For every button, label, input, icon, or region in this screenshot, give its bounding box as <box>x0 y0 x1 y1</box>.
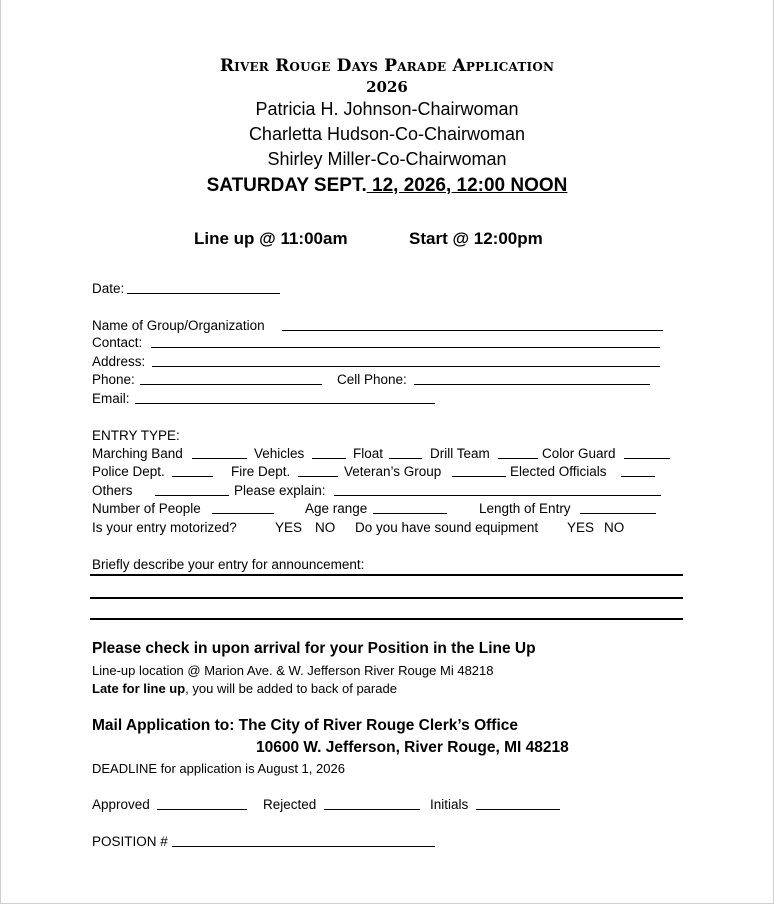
form-year: 2026 <box>366 78 408 96</box>
email-label: Email: <box>92 391 130 406</box>
late-notice-bold: Late for line up <box>92 681 186 696</box>
veterans-group-field[interactable] <box>452 463 506 477</box>
float-field[interactable] <box>389 445 422 459</box>
police-dept-label: Police Dept. <box>92 464 165 479</box>
rejected-field[interactable] <box>324 796 420 810</box>
describe-entry-label: Briefly describe your entry for announcement: <box>92 557 365 572</box>
drill-team-field[interactable] <box>498 445 538 459</box>
start-time: Start @ 12:00pm <box>409 229 543 248</box>
deadline: DEADLINE for application is August 1, 2026 <box>92 761 345 776</box>
marching-band-field[interactable] <box>192 445 247 459</box>
vehicles-field[interactable] <box>312 445 346 459</box>
describe-line-3[interactable] <box>90 618 683 620</box>
age-range-field[interactable] <box>373 500 447 514</box>
sound-no[interactable]: NO <box>604 520 625 535</box>
drill-team-label: Drill Team <box>430 446 490 461</box>
address-field[interactable] <box>152 353 660 367</box>
initials-field[interactable] <box>476 796 560 810</box>
date-label: Date: <box>92 281 125 296</box>
co-chairwoman-2: Shirley Miller-Co-Chairwoman <box>267 149 507 169</box>
float-label: Float <box>353 446 384 461</box>
cell-phone-label: Cell Phone: <box>337 372 407 387</box>
late-notice <box>92 681 397 696</box>
motorized-no[interactable]: NO <box>315 520 336 535</box>
sound-equipment-question: Do you have sound equipment <box>355 520 539 535</box>
number-of-people-field[interactable] <box>212 500 274 514</box>
elected-officials-field[interactable] <box>621 463 655 477</box>
length-of-entry-label: Length of Entry <box>479 501 571 516</box>
event-date <box>0 175 774 197</box>
co-chairwoman-1: Charletta Hudson-Co-Chairwoman <box>248 124 526 144</box>
elected-officials-label: Elected Officials <box>510 464 607 479</box>
fire-dept-field[interactable] <box>298 463 338 477</box>
color-guard-field[interactable] <box>624 445 670 459</box>
checkin-heading: Please check in upon arrival for your Position in the Line Up <box>92 640 536 657</box>
describe-line-1[interactable] <box>90 574 683 576</box>
color-guard-label: Color Guard <box>542 446 616 461</box>
motorized-yes[interactable]: YES <box>275 520 303 535</box>
vehicles-label: Vehicles <box>254 446 305 461</box>
approved-field[interactable] <box>157 796 247 810</box>
please-explain-label: Please explain: <box>234 483 326 498</box>
veterans-group-label: Veteran’s Group <box>344 464 442 479</box>
motorized-question: Is your entry motorized? <box>92 520 237 535</box>
group-label: Name of Group/Organization <box>92 318 265 333</box>
event-date-time: 12, 2026, 12:00 NOON <box>366 175 568 196</box>
age-range-label: Age range <box>305 501 368 516</box>
please-explain-field[interactable] <box>334 482 661 496</box>
contact-label: Contact: <box>92 335 143 350</box>
approved-label: Approved <box>92 797 150 812</box>
late-notice-rest: , you will be added to back of parade <box>185 681 397 696</box>
mail-address: 10600 W. Jefferson, River Rouge, MI 48218 <box>256 739 569 756</box>
contact-field[interactable] <box>151 334 660 348</box>
address-label: Address: <box>92 354 146 369</box>
fire-dept-label: Fire Dept. <box>231 464 291 479</box>
position-label: POSITION # <box>92 834 168 849</box>
rejected-label: Rejected <box>263 797 317 812</box>
others-label: Others <box>92 483 133 498</box>
group-field[interactable] <box>282 317 663 331</box>
lineup-location: Line-up location @ Marion Ave. & W. Jefferson River Rouge Mi 48218 <box>92 663 494 678</box>
form-title: River Rouge Days Parade Application <box>219 56 555 76</box>
sound-yes[interactable]: YES <box>567 520 595 535</box>
number-of-people-label: Number of People <box>92 501 201 516</box>
chairwoman: Patricia H. Johnson-Chairwoman <box>255 99 519 119</box>
email-field[interactable] <box>135 390 435 404</box>
initials-label: Initials <box>430 797 469 812</box>
date-field[interactable] <box>127 280 280 294</box>
entry-type-label: ENTRY TYPE: <box>92 428 180 443</box>
cell-phone-field[interactable] <box>414 371 650 385</box>
describe-line-2[interactable] <box>90 597 683 599</box>
line-up-time: Line up @ 11:00am <box>194 229 348 248</box>
mail-heading: Mail Application to: The City of River Rouge Clerk’s Office <box>92 717 519 734</box>
police-dept-field[interactable] <box>172 463 213 477</box>
phone-label: Phone: <box>92 372 135 387</box>
others-field[interactable] <box>155 482 229 496</box>
phone-field[interactable] <box>140 371 322 385</box>
position-field[interactable] <box>172 833 435 847</box>
length-of-entry-field[interactable] <box>580 500 656 514</box>
event-day: SATURDAY SEPT. <box>206 175 367 196</box>
marching-band-label: Marching Band <box>92 446 183 461</box>
